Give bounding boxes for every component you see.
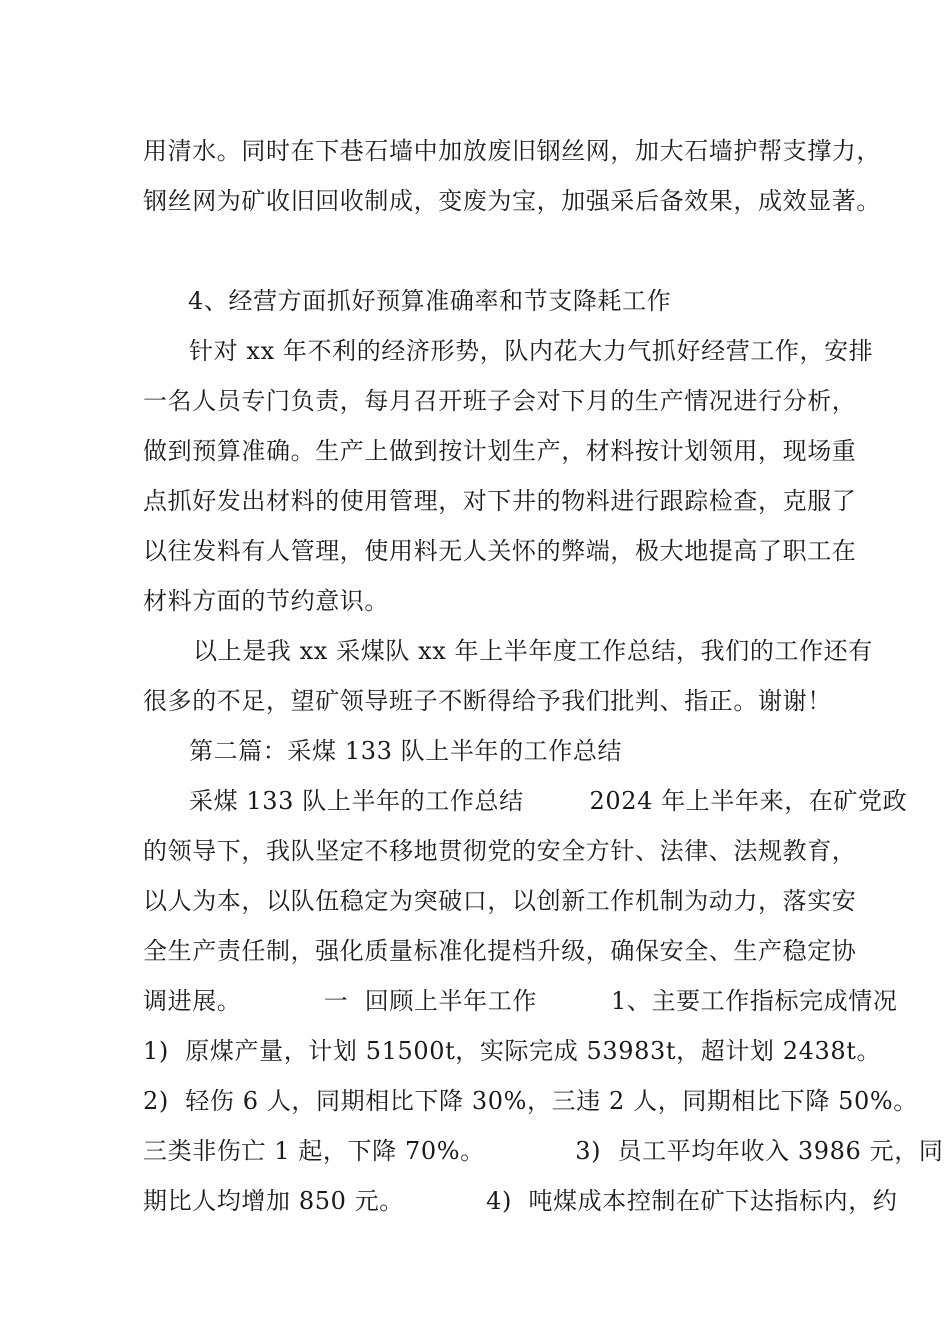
text-line: 以往发料有人管理，使用料无人关怀的弊端，极大地提高了职工在: [143, 537, 857, 565]
text-line: 材料方面的节约意识。: [143, 587, 389, 615]
text-line: 以人为本，以队伍稳定为突破口，以创新工作机制为动力，落实安: [143, 887, 857, 915]
text-line: 2) 轻伤 6 人，同期相比下降 30%，三违 2 人，同期相比下降 50%。: [143, 1087, 918, 1115]
section-heading: 4、经营方面抓好预算准确率和节支降耗工作: [188, 287, 672, 315]
text-line: 做到预算准确。生产上做到按计划生产，材料按计划领用，现场重: [143, 437, 857, 465]
text-line: 1) 原煤产量，计划 51500t，实际完成 53983t，超计划 2438t。: [143, 1037, 882, 1065]
text-line: 针对 xx 年不利的经济形势，队内花大力气抓好经营工作，安排: [189, 337, 874, 365]
text-line: 一名人员专门负责，每月召开班子会对下月的生产情况进行分析，: [143, 387, 857, 415]
text-line: 钢丝网为矿收旧回收制成，变废为宝，加强采后备效果，成效显著。: [143, 187, 881, 215]
text-line: 很多的不足，望矿领导班子不断得给予我们批判、指正。谢谢！: [143, 687, 832, 715]
text-line: 全生产责任制，强化质量标准化提档升级，确保安全、生产稳定协: [143, 937, 857, 965]
text-line: 的领导下，我队坚定不移地贯彻党的安全方针、法律、法规教育，: [143, 837, 857, 865]
text-line: 调进展。 一 回顾上半年工作 1、主要工作指标完成情况: [143, 987, 898, 1015]
text-line: 以上是我 xx 采煤队 xx 年上半年度工作总结，我们的工作还有: [193, 637, 873, 665]
article-title: 第二篇：采煤 133 队上半年的工作总结: [189, 737, 623, 765]
text-line: 采煤 133 队上半年的工作总结 2024 年上半年来，在矿党政: [189, 787, 908, 815]
text-line: 点抓好发出材料的使用管理，对下井的物料进行跟踪检查，克服了: [143, 487, 857, 515]
text-line: 期比人均增加 850 元。 4) 吨煤成本控制在矿下达指标内，约: [143, 1187, 898, 1215]
text-line: 用清水。同时在下巷石墙中加放废旧钢丝网，加大石墙护帮支撑力，: [143, 137, 881, 165]
text-line: 三类非伤亡 1 起，下降 70%。 3) 员工平均年收入 3986 元，同: [143, 1137, 944, 1165]
